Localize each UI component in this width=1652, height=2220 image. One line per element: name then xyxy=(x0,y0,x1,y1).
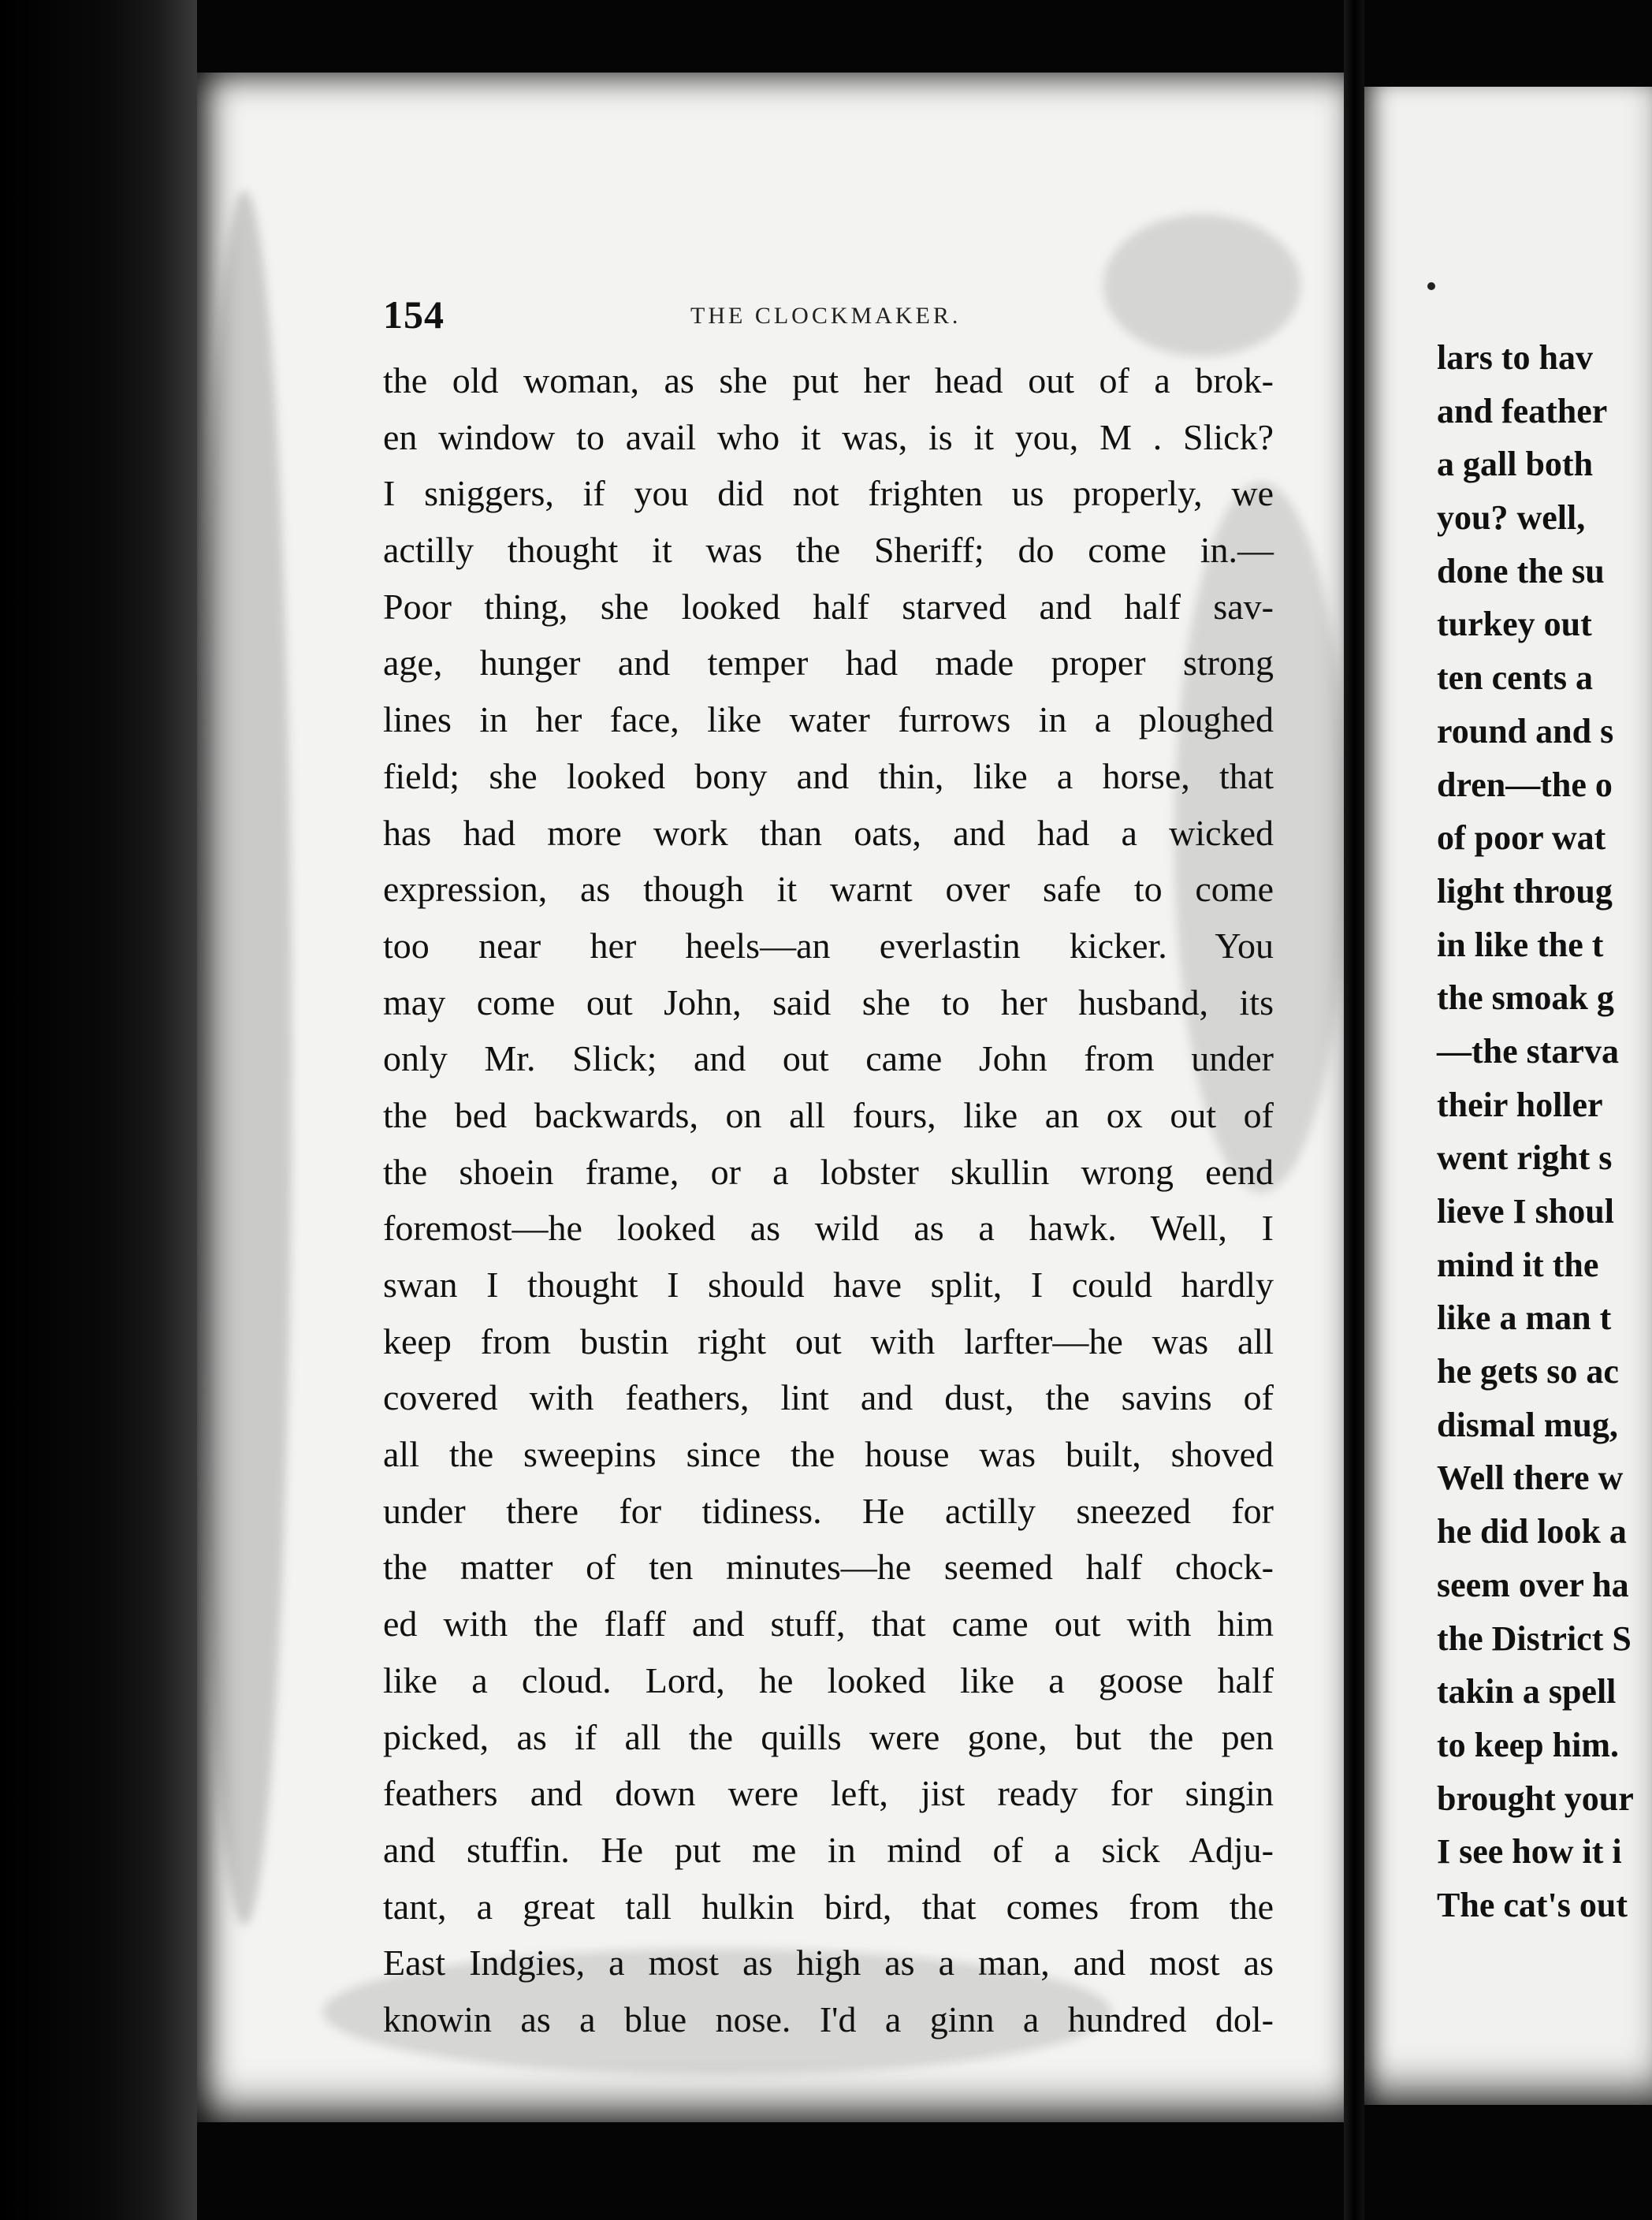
left-page xyxy=(197,73,1344,2122)
page-number: 154 xyxy=(383,292,445,337)
text-line: went right s xyxy=(1437,1138,1613,1178)
text-line: all the sweepins since the house was built, shoved xyxy=(383,1434,1274,1475)
body-text xyxy=(383,352,1274,2048)
text-line: done the su xyxy=(1437,551,1605,590)
text-line: to keep him. xyxy=(1437,1725,1619,1764)
text-line: like a cloud. Lord, he looked like a goose half xyxy=(383,1659,1274,1700)
book-edge xyxy=(0,0,197,2220)
text-line: under there for tidiness. He actilly sneezed for xyxy=(383,1490,1274,1531)
page-mark xyxy=(1427,282,1435,290)
text-line: the shoein frame, or a lobster skullin wrong eend xyxy=(383,1151,1274,1192)
text-line: and feather xyxy=(1437,391,1608,430)
text-line: the matter of ten minutes—he seemed half chock- xyxy=(383,1547,1274,1588)
text-line: like a man t xyxy=(1437,1298,1612,1338)
text-line: their holler xyxy=(1437,1085,1603,1124)
text-line: age, hunger and temper had made proper strong xyxy=(383,643,1274,684)
text-line: East Indgies, a most as high as a man, and most as xyxy=(383,1942,1274,1983)
right-body-text xyxy=(1437,331,1652,1932)
text-line: swan I thought I should have split, I could hardly xyxy=(383,1265,1274,1305)
text-line: you? well, xyxy=(1437,498,1586,538)
text-line: of poor wat xyxy=(1437,818,1606,858)
text-line: in like the t xyxy=(1437,925,1604,964)
text-line: takin a spell xyxy=(1437,1672,1617,1712)
text-line: —the starva xyxy=(1437,1031,1619,1071)
book-gutter xyxy=(1344,0,1364,2220)
text-line: ed with the flaff and stuff, that came out with him xyxy=(383,1604,1274,1645)
text-line: light throug xyxy=(1437,871,1613,911)
text-line: lines in her face, like water furrows in a ploughed xyxy=(383,699,1274,740)
text-line: the District S xyxy=(1437,1618,1632,1658)
text-line: round and s xyxy=(1437,711,1614,751)
running-head xyxy=(383,292,1344,347)
text-line: lieve I shoul xyxy=(1437,1192,1614,1231)
text-line: a gall both xyxy=(1437,445,1594,484)
text-line: tant, a great tall hulkin bird, that comes from the xyxy=(383,1886,1274,1927)
text-line: only Mr. Slick; and out came John from under xyxy=(383,1038,1274,1079)
text-line: foremost—he looked as wild as a hawk. Well, I xyxy=(383,1208,1274,1249)
text-line: Well there w xyxy=(1437,1458,1624,1498)
page-stain xyxy=(197,191,292,1925)
text-line: turkey out xyxy=(1437,605,1592,644)
text-line: Poor thing, she looked half starved and half sav- xyxy=(383,586,1274,627)
text-line: mind it the xyxy=(1437,1245,1599,1284)
text-line: and stuffin. He put me in mind of a sick Adju- xyxy=(383,1829,1274,1870)
text-line: has had more work than oats, and had a wicked xyxy=(383,812,1274,853)
text-line: en window to avail who it was, is it you, M . Slick? xyxy=(383,416,1274,457)
text-line: dismal mug, xyxy=(1437,1405,1618,1444)
text-line: picked, as if all the quills were gone, but the pen xyxy=(383,1716,1274,1757)
text-line: The cat's out xyxy=(1437,1885,1628,1924)
text-line: he gets so ac xyxy=(1437,1352,1619,1391)
text-line: seem over ha xyxy=(1437,1565,1629,1604)
text-line: feathers and down were left, jist ready for singin xyxy=(383,1773,1274,1814)
text-line: ten cents a xyxy=(1437,658,1593,698)
text-line: the smoak g xyxy=(1437,978,1614,1018)
text-line: dren—the o xyxy=(1437,765,1613,804)
text-line: I sniggers, if you did not frighten us properly, we xyxy=(383,473,1274,514)
text-line: field; she looked bony and thin, like a horse, that xyxy=(383,755,1274,796)
text-line: the bed backwards, on all fours, like an ox out of xyxy=(383,1094,1274,1135)
text-line: may come out John, said she to her husband, its xyxy=(383,981,1274,1022)
text-line: keep from bustin right out with larfter—he was all xyxy=(383,1320,1274,1361)
text-line: I see how it i xyxy=(1437,1832,1622,1872)
text-line: actilly thought it was the Sheriff; do come in.— xyxy=(383,530,1274,571)
right-page xyxy=(1364,87,1652,2105)
text-line: brought your xyxy=(1437,1779,1634,1818)
text-line: he did look a xyxy=(1437,1512,1627,1551)
text-line: too near her heels—an everlastin kicker. You xyxy=(383,925,1274,966)
text-line: lars to hav xyxy=(1437,338,1593,377)
text-line: the old woman, as she put her head out of a brok- xyxy=(383,360,1274,400)
running-head-title: THE CLOCKMAKER. xyxy=(690,303,962,329)
text-line: knowin as a blue nose. I'd a ginn a hundred dol- xyxy=(383,1998,1274,2039)
text-line: covered with feathers, lint and dust, the savins of xyxy=(383,1377,1274,1418)
text-line: expression, as though it warnt over safe to come xyxy=(383,869,1274,910)
